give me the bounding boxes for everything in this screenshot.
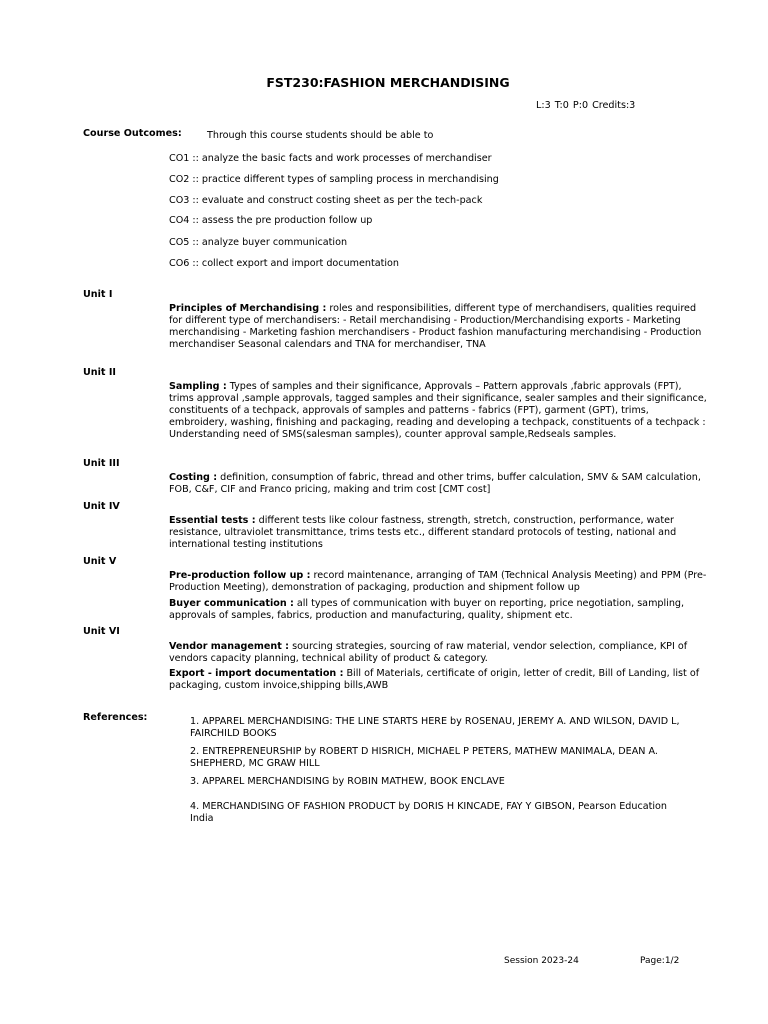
unit-label: Unit II bbox=[83, 367, 116, 378]
topic-heading: Essential tests : bbox=[169, 515, 256, 526]
topic-heading: Buyer communication : bbox=[169, 598, 294, 609]
topic-heading: Export - import documentation : bbox=[169, 668, 344, 679]
topic-text: definition, consumption of fabric, thread and other trims, buffer calculation, SMV & SAM calculation, FOB, C&F, CIF and Franco pricing, making and trim cost [CMT cost] bbox=[169, 472, 701, 495]
reference-item: 4. MERCHANDISING OF FASHION PRODUCT by DORIS H KINCADE, FAY Y GIBSON, Pearson Education India bbox=[190, 801, 667, 824]
page-title: FST230:FASHION MERCHANDISING bbox=[266, 75, 510, 90]
unit-topic bbox=[169, 641, 709, 665]
unit-label: Unit IV bbox=[83, 501, 120, 512]
course-outcomes-label: Course Outcomes: bbox=[83, 128, 182, 139]
topic-text: all types of communication with buyer on reporting, price negotiation, sampling, approvals of samples, fabrics, production and manufacturing, quality, shipment etc. bbox=[169, 598, 685, 621]
page-number: Page:1/2 bbox=[640, 956, 680, 966]
reference-item: 3. APPAREL MERCHANDISING by ROBIN MATHEW, BOOK ENCLAVE bbox=[190, 776, 505, 787]
credits-line: L:3 T:0 P:0 Credits:3 bbox=[536, 100, 636, 111]
topic-text: roles and responsibilities, different type of merchandisers, qualities required for different type of merchandisers: - Retail merchandising - Production/Merchandising exports - Marketing merchandising - Marketing fashion merchandisers - Product fashion manufacturing merchandising - Production merchandiser Seasonal calendars and TNA for merchandiser, TNA bbox=[169, 303, 702, 350]
topic-text: record maintenance, arranging of TAM (Technical Analysis Meeting) and PPM (Pre-Production Meeting), demonstration of packaging, production and shipment follow up bbox=[169, 570, 707, 593]
unit-label: Unit V bbox=[83, 556, 117, 567]
course-outcome-5: CO5 :: analyze buyer communication bbox=[169, 237, 348, 248]
unit-topic bbox=[169, 381, 709, 441]
course-outcome-3: CO3 :: evaluate and construct costing sheet as per the tech-pack bbox=[169, 195, 483, 206]
unit-label: Unit I bbox=[83, 289, 113, 300]
topic-text: different tests like colour fastness, strength, stretch, construction, performance, water resistance, ultraviolet transmittance, trims tests etc., different standard protocols of testing, national and international testing institutions bbox=[169, 515, 677, 550]
course-outcomes-intro: Through this course students should be able to bbox=[207, 130, 434, 141]
references-list bbox=[190, 716, 690, 836]
unit-topic bbox=[169, 515, 709, 551]
course-outcome-1: CO1 :: analyze the basic facts and work processes of merchandiser bbox=[169, 153, 492, 164]
unit-label: Unit III bbox=[83, 458, 120, 469]
topic-text: sourcing strategies, sourcing of raw material, vendor selection, compliance, KPI of vendors capacity planning, technical ability of product & category. bbox=[169, 641, 688, 664]
course-outcome-2: CO2 :: practice different types of sampling process in merchandising bbox=[169, 174, 499, 185]
session-label: Session 2023-24 bbox=[504, 956, 579, 966]
unit-topic bbox=[169, 472, 709, 496]
unit-topic bbox=[169, 303, 709, 351]
topic-heading: Vendor management : bbox=[169, 641, 290, 652]
unit-topic bbox=[169, 570, 709, 594]
unit-topic bbox=[169, 668, 709, 692]
topic-text: Types of samples and their significance, Approvals – Pattern approvals ,fabric approvals (FPT), trims approval ,sample approvals, tagged samples and their significance, sealer samples and their significance, constituents of a techpack, approvals of samples and patterns - fabrics (FPT), garment (GPT), trims, embroidery, washing, finishing and packaging, reading and developing a techpack, constituents of a techpack : Understanding need of SMS(salesman samples), counter approval sample,Redseals samples. bbox=[169, 381, 707, 440]
reference-item: 1. APPAREL MERCHANDISING: THE LINE STARTS HERE by ROSENAU, JEREMY A. AND WILSON, DAVID L, FAIRCHILD BOOKS bbox=[190, 716, 680, 739]
references-label: References: bbox=[83, 712, 148, 723]
course-outcome-6: CO6 :: collect export and import documentation bbox=[169, 258, 399, 269]
topic-heading: Sampling : bbox=[169, 381, 227, 392]
topic-text: Bill of Materials, certificate of origin, letter of credit, Bill of Landing, list of packaging, custom invoice,shipping bills,AWB bbox=[169, 668, 700, 691]
unit-topic bbox=[169, 598, 709, 622]
topic-heading: Pre-production follow up : bbox=[169, 570, 311, 581]
topic-heading: Costing : bbox=[169, 472, 218, 483]
unit-label: Unit VI bbox=[83, 626, 120, 637]
topic-heading: Principles of Merchandising : bbox=[169, 303, 327, 314]
course-outcome-4: CO4 :: assess the pre production follow up bbox=[169, 215, 373, 226]
reference-item: 2. ENTREPRENEURSHIP by ROBERT D HISRICH, MICHAEL P PETERS, MATHEW MANIMALA, DEAN A. SHEPHERD, MC GRAW HILL bbox=[190, 746, 658, 769]
